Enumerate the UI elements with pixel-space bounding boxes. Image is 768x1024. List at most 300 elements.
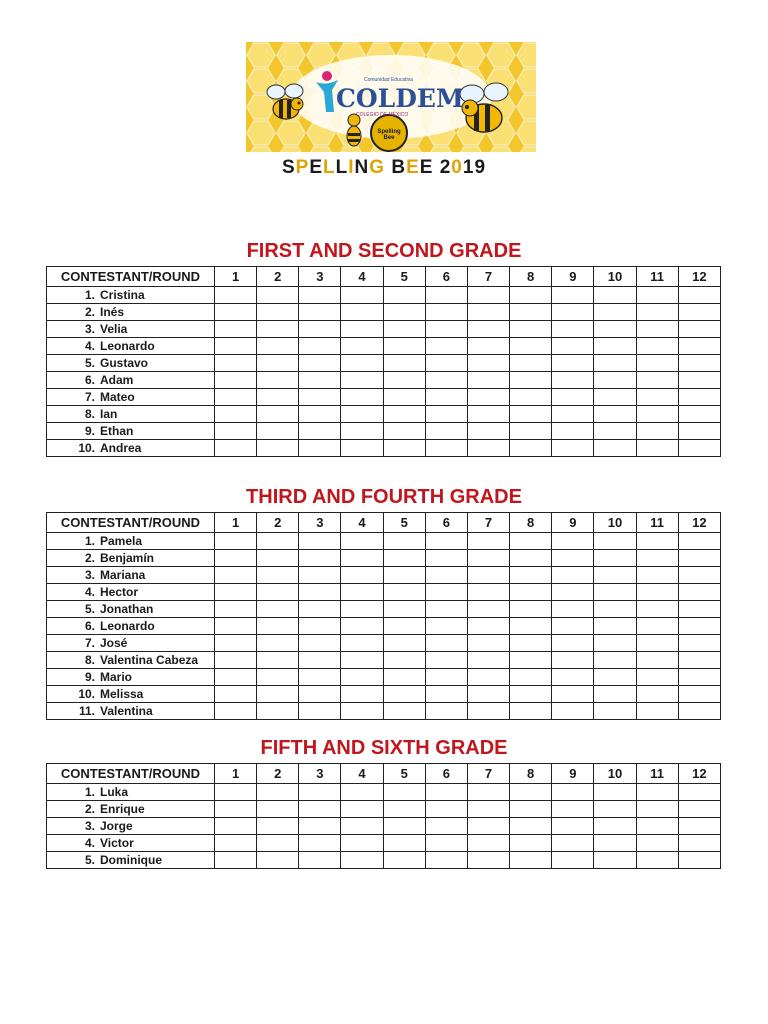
- score-cell[interactable]: [383, 440, 425, 457]
- score-cell[interactable]: [594, 669, 636, 686]
- score-cell[interactable]: [678, 338, 720, 355]
- score-cell[interactable]: [510, 567, 552, 584]
- score-cell[interactable]: [383, 321, 425, 338]
- score-cell[interactable]: [341, 567, 383, 584]
- score-cell[interactable]: [215, 440, 257, 457]
- score-cell[interactable]: [425, 852, 467, 869]
- score-cell[interactable]: [383, 389, 425, 406]
- score-cell[interactable]: [467, 287, 509, 304]
- score-cell[interactable]: [215, 321, 257, 338]
- score-cell[interactable]: [299, 652, 341, 669]
- score-cell[interactable]: [215, 703, 257, 720]
- score-cell[interactable]: [383, 304, 425, 321]
- score-cell[interactable]: [636, 372, 678, 389]
- score-cell[interactable]: [425, 372, 467, 389]
- score-cell[interactable]: [510, 818, 552, 835]
- score-cell[interactable]: [215, 635, 257, 652]
- score-cell[interactable]: [215, 601, 257, 618]
- score-cell[interactable]: [594, 784, 636, 801]
- score-cell[interactable]: [678, 703, 720, 720]
- score-cell[interactable]: [299, 601, 341, 618]
- score-cell[interactable]: [636, 801, 678, 818]
- score-cell[interactable]: [425, 321, 467, 338]
- score-cell[interactable]: [425, 550, 467, 567]
- score-cell[interactable]: [678, 406, 720, 423]
- score-cell[interactable]: [215, 852, 257, 869]
- score-cell[interactable]: [510, 304, 552, 321]
- score-cell[interactable]: [299, 584, 341, 601]
- score-cell[interactable]: [215, 355, 257, 372]
- score-cell[interactable]: [425, 618, 467, 635]
- score-cell[interactable]: [467, 686, 509, 703]
- score-cell[interactable]: [636, 338, 678, 355]
- score-cell[interactable]: [425, 567, 467, 584]
- score-cell[interactable]: [383, 669, 425, 686]
- score-cell[interactable]: [341, 852, 383, 869]
- score-cell[interactable]: [257, 784, 299, 801]
- score-cell[interactable]: [425, 784, 467, 801]
- score-cell[interactable]: [383, 703, 425, 720]
- score-cell[interactable]: [215, 652, 257, 669]
- score-cell[interactable]: [467, 423, 509, 440]
- score-cell[interactable]: [594, 835, 636, 852]
- score-cell[interactable]: [636, 784, 678, 801]
- score-cell[interactable]: [594, 533, 636, 550]
- score-cell[interactable]: [341, 618, 383, 635]
- score-cell[interactable]: [636, 635, 678, 652]
- score-cell[interactable]: [594, 338, 636, 355]
- score-cell[interactable]: [552, 567, 594, 584]
- score-cell[interactable]: [678, 601, 720, 618]
- score-cell[interactable]: [510, 835, 552, 852]
- score-cell[interactable]: [636, 440, 678, 457]
- score-cell[interactable]: [215, 533, 257, 550]
- score-cell[interactable]: [257, 635, 299, 652]
- score-cell[interactable]: [636, 287, 678, 304]
- score-cell[interactable]: [636, 584, 678, 601]
- score-cell[interactable]: [383, 567, 425, 584]
- score-cell[interactable]: [425, 635, 467, 652]
- score-cell[interactable]: [215, 669, 257, 686]
- score-cell[interactable]: [341, 533, 383, 550]
- score-cell[interactable]: [594, 567, 636, 584]
- score-cell[interactable]: [467, 618, 509, 635]
- score-cell[interactable]: [678, 635, 720, 652]
- score-cell[interactable]: [341, 550, 383, 567]
- score-cell[interactable]: [594, 372, 636, 389]
- score-cell[interactable]: [215, 584, 257, 601]
- score-cell[interactable]: [594, 287, 636, 304]
- score-cell[interactable]: [215, 389, 257, 406]
- score-cell[interactable]: [552, 440, 594, 457]
- score-cell[interactable]: [552, 618, 594, 635]
- score-cell[interactable]: [636, 550, 678, 567]
- score-cell[interactable]: [594, 389, 636, 406]
- score-cell[interactable]: [341, 686, 383, 703]
- score-cell[interactable]: [383, 584, 425, 601]
- score-cell[interactable]: [594, 355, 636, 372]
- score-cell[interactable]: [467, 669, 509, 686]
- score-cell[interactable]: [341, 652, 383, 669]
- score-cell[interactable]: [257, 852, 299, 869]
- score-cell[interactable]: [299, 669, 341, 686]
- score-cell[interactable]: [552, 355, 594, 372]
- score-cell[interactable]: [257, 355, 299, 372]
- score-cell[interactable]: [467, 372, 509, 389]
- score-cell[interactable]: [425, 355, 467, 372]
- score-cell[interactable]: [510, 287, 552, 304]
- score-cell[interactable]: [636, 533, 678, 550]
- score-cell[interactable]: [425, 440, 467, 457]
- score-cell[interactable]: [510, 652, 552, 669]
- score-cell[interactable]: [678, 835, 720, 852]
- score-cell[interactable]: [341, 304, 383, 321]
- score-cell[interactable]: [510, 423, 552, 440]
- score-cell[interactable]: [257, 601, 299, 618]
- score-cell[interactable]: [215, 406, 257, 423]
- score-cell[interactable]: [257, 550, 299, 567]
- score-cell[interactable]: [215, 338, 257, 355]
- score-cell[interactable]: [215, 835, 257, 852]
- score-cell[interactable]: [552, 635, 594, 652]
- score-cell[interactable]: [552, 287, 594, 304]
- score-cell[interactable]: [257, 801, 299, 818]
- score-cell[interactable]: [636, 355, 678, 372]
- score-cell[interactable]: [257, 321, 299, 338]
- score-cell[interactable]: [341, 355, 383, 372]
- score-cell[interactable]: [257, 304, 299, 321]
- score-cell[interactable]: [594, 818, 636, 835]
- score-cell[interactable]: [383, 652, 425, 669]
- score-cell[interactable]: [594, 584, 636, 601]
- score-cell[interactable]: [425, 423, 467, 440]
- score-cell[interactable]: [257, 406, 299, 423]
- score-cell[interactable]: [215, 567, 257, 584]
- score-cell[interactable]: [215, 784, 257, 801]
- score-cell[interactable]: [636, 618, 678, 635]
- score-cell[interactable]: [383, 601, 425, 618]
- score-cell[interactable]: [383, 423, 425, 440]
- score-cell[interactable]: [467, 440, 509, 457]
- score-cell[interactable]: [594, 703, 636, 720]
- score-cell[interactable]: [510, 784, 552, 801]
- score-cell[interactable]: [257, 423, 299, 440]
- score-cell[interactable]: [299, 440, 341, 457]
- score-cell[interactable]: [383, 852, 425, 869]
- score-cell[interactable]: [552, 703, 594, 720]
- score-cell[interactable]: [257, 818, 299, 835]
- score-cell[interactable]: [341, 835, 383, 852]
- score-cell[interactable]: [552, 338, 594, 355]
- score-cell[interactable]: [678, 372, 720, 389]
- score-cell[interactable]: [636, 567, 678, 584]
- score-cell[interactable]: [383, 801, 425, 818]
- score-cell[interactable]: [636, 423, 678, 440]
- score-cell[interactable]: [299, 406, 341, 423]
- score-cell[interactable]: [341, 818, 383, 835]
- score-cell[interactable]: [678, 669, 720, 686]
- score-cell[interactable]: [467, 304, 509, 321]
- score-cell[interactable]: [299, 835, 341, 852]
- score-cell[interactable]: [467, 338, 509, 355]
- score-cell[interactable]: [257, 669, 299, 686]
- score-cell[interactable]: [467, 406, 509, 423]
- score-cell[interactable]: [467, 852, 509, 869]
- score-cell[interactable]: [341, 601, 383, 618]
- score-cell[interactable]: [678, 304, 720, 321]
- score-cell[interactable]: [383, 686, 425, 703]
- score-cell[interactable]: [552, 818, 594, 835]
- score-cell[interactable]: [215, 287, 257, 304]
- score-cell[interactable]: [299, 389, 341, 406]
- score-cell[interactable]: [552, 584, 594, 601]
- score-cell[interactable]: [594, 406, 636, 423]
- score-cell[interactable]: [341, 784, 383, 801]
- score-cell[interactable]: [636, 835, 678, 852]
- score-cell[interactable]: [552, 601, 594, 618]
- score-cell[interactable]: [299, 372, 341, 389]
- score-cell[interactable]: [467, 321, 509, 338]
- score-cell[interactable]: [510, 703, 552, 720]
- score-cell[interactable]: [678, 567, 720, 584]
- score-cell[interactable]: [299, 784, 341, 801]
- score-cell[interactable]: [383, 784, 425, 801]
- score-cell[interactable]: [341, 669, 383, 686]
- score-cell[interactable]: [552, 372, 594, 389]
- score-cell[interactable]: [383, 406, 425, 423]
- score-cell[interactable]: [341, 287, 383, 304]
- score-cell[interactable]: [552, 686, 594, 703]
- score-cell[interactable]: [467, 533, 509, 550]
- score-cell[interactable]: [215, 304, 257, 321]
- score-cell[interactable]: [636, 669, 678, 686]
- score-cell[interactable]: [467, 835, 509, 852]
- score-cell[interactable]: [678, 550, 720, 567]
- score-cell[interactable]: [341, 584, 383, 601]
- score-cell[interactable]: [425, 406, 467, 423]
- score-cell[interactable]: [510, 852, 552, 869]
- score-cell[interactable]: [678, 533, 720, 550]
- score-cell[interactable]: [552, 321, 594, 338]
- score-cell[interactable]: [510, 406, 552, 423]
- score-cell[interactable]: [594, 440, 636, 457]
- score-cell[interactable]: [299, 533, 341, 550]
- score-cell[interactable]: [510, 801, 552, 818]
- score-cell[interactable]: [678, 784, 720, 801]
- score-cell[interactable]: [678, 686, 720, 703]
- score-cell[interactable]: [636, 818, 678, 835]
- score-cell[interactable]: [467, 550, 509, 567]
- score-cell[interactable]: [341, 406, 383, 423]
- score-cell[interactable]: [215, 550, 257, 567]
- score-cell[interactable]: [467, 601, 509, 618]
- score-cell[interactable]: [467, 652, 509, 669]
- score-cell[interactable]: [257, 703, 299, 720]
- score-cell[interactable]: [467, 584, 509, 601]
- score-cell[interactable]: [552, 801, 594, 818]
- score-cell[interactable]: [510, 635, 552, 652]
- score-cell[interactable]: [467, 784, 509, 801]
- score-cell[interactable]: [425, 652, 467, 669]
- score-cell[interactable]: [510, 338, 552, 355]
- score-cell[interactable]: [594, 321, 636, 338]
- score-cell[interactable]: [636, 406, 678, 423]
- score-cell[interactable]: [678, 423, 720, 440]
- score-cell[interactable]: [299, 550, 341, 567]
- score-cell[interactable]: [299, 635, 341, 652]
- score-cell[interactable]: [383, 618, 425, 635]
- score-cell[interactable]: [257, 338, 299, 355]
- score-cell[interactable]: [594, 304, 636, 321]
- score-cell[interactable]: [383, 372, 425, 389]
- score-cell[interactable]: [341, 389, 383, 406]
- score-cell[interactable]: [594, 601, 636, 618]
- score-cell[interactable]: [678, 287, 720, 304]
- score-cell[interactable]: [215, 372, 257, 389]
- score-cell[interactable]: [425, 835, 467, 852]
- score-cell[interactable]: [594, 686, 636, 703]
- score-cell[interactable]: [299, 423, 341, 440]
- score-cell[interactable]: [425, 801, 467, 818]
- score-cell[interactable]: [636, 304, 678, 321]
- score-cell[interactable]: [594, 550, 636, 567]
- score-cell[interactable]: [257, 652, 299, 669]
- score-cell[interactable]: [383, 818, 425, 835]
- score-cell[interactable]: [594, 618, 636, 635]
- score-cell[interactable]: [594, 652, 636, 669]
- score-cell[interactable]: [383, 338, 425, 355]
- score-cell[interactable]: [341, 635, 383, 652]
- score-cell[interactable]: [636, 601, 678, 618]
- score-cell[interactable]: [510, 440, 552, 457]
- score-cell[interactable]: [341, 321, 383, 338]
- score-cell[interactable]: [341, 703, 383, 720]
- score-cell[interactable]: [636, 389, 678, 406]
- score-cell[interactable]: [299, 287, 341, 304]
- score-cell[interactable]: [383, 355, 425, 372]
- score-cell[interactable]: [510, 669, 552, 686]
- score-cell[interactable]: [383, 635, 425, 652]
- score-cell[interactable]: [678, 652, 720, 669]
- score-cell[interactable]: [636, 852, 678, 869]
- score-cell[interactable]: [383, 533, 425, 550]
- score-cell[interactable]: [425, 818, 467, 835]
- score-cell[interactable]: [594, 801, 636, 818]
- score-cell[interactable]: [299, 321, 341, 338]
- score-cell[interactable]: [341, 440, 383, 457]
- score-cell[interactable]: [510, 355, 552, 372]
- score-cell[interactable]: [257, 567, 299, 584]
- score-cell[interactable]: [215, 618, 257, 635]
- score-cell[interactable]: [341, 801, 383, 818]
- score-cell[interactable]: [425, 287, 467, 304]
- score-cell[interactable]: [425, 601, 467, 618]
- score-cell[interactable]: [552, 835, 594, 852]
- score-cell[interactable]: [299, 686, 341, 703]
- score-cell[interactable]: [594, 852, 636, 869]
- score-cell[interactable]: [510, 533, 552, 550]
- score-cell[interactable]: [467, 355, 509, 372]
- score-cell[interactable]: [510, 584, 552, 601]
- score-cell[interactable]: [299, 703, 341, 720]
- score-cell[interactable]: [299, 618, 341, 635]
- score-cell[interactable]: [552, 852, 594, 869]
- score-cell[interactable]: [510, 372, 552, 389]
- score-cell[interactable]: [215, 818, 257, 835]
- score-cell[interactable]: [510, 550, 552, 567]
- score-cell[interactable]: [636, 703, 678, 720]
- score-cell[interactable]: [257, 389, 299, 406]
- score-cell[interactable]: [257, 287, 299, 304]
- score-cell[interactable]: [678, 801, 720, 818]
- score-cell[interactable]: [299, 818, 341, 835]
- score-cell[interactable]: [425, 389, 467, 406]
- score-cell[interactable]: [552, 784, 594, 801]
- score-cell[interactable]: [510, 618, 552, 635]
- score-cell[interactable]: [299, 304, 341, 321]
- score-cell[interactable]: [510, 321, 552, 338]
- score-cell[interactable]: [594, 423, 636, 440]
- score-cell[interactable]: [678, 618, 720, 635]
- score-cell[interactable]: [425, 703, 467, 720]
- score-cell[interactable]: [215, 801, 257, 818]
- score-cell[interactable]: [425, 669, 467, 686]
- score-cell[interactable]: [678, 584, 720, 601]
- score-cell[interactable]: [425, 533, 467, 550]
- score-cell[interactable]: [257, 835, 299, 852]
- score-cell[interactable]: [341, 372, 383, 389]
- score-cell[interactable]: [552, 304, 594, 321]
- score-cell[interactable]: [299, 567, 341, 584]
- score-cell[interactable]: [383, 287, 425, 304]
- score-cell[interactable]: [510, 601, 552, 618]
- score-cell[interactable]: [552, 550, 594, 567]
- score-cell[interactable]: [299, 355, 341, 372]
- score-cell[interactable]: [425, 686, 467, 703]
- score-cell[interactable]: [510, 389, 552, 406]
- score-cell[interactable]: [510, 686, 552, 703]
- score-cell[interactable]: [552, 389, 594, 406]
- score-cell[interactable]: [257, 584, 299, 601]
- score-cell[interactable]: [257, 686, 299, 703]
- score-cell[interactable]: [467, 635, 509, 652]
- score-cell[interactable]: [467, 389, 509, 406]
- score-cell[interactable]: [678, 818, 720, 835]
- score-cell[interactable]: [552, 669, 594, 686]
- score-cell[interactable]: [594, 635, 636, 652]
- score-cell[interactable]: [257, 440, 299, 457]
- score-cell[interactable]: [636, 686, 678, 703]
- score-cell[interactable]: [467, 818, 509, 835]
- score-cell[interactable]: [467, 801, 509, 818]
- score-cell[interactable]: [383, 550, 425, 567]
- score-cell[interactable]: [678, 440, 720, 457]
- score-cell[interactable]: [341, 423, 383, 440]
- score-cell[interactable]: [467, 567, 509, 584]
- score-cell[interactable]: [215, 423, 257, 440]
- score-cell[interactable]: [299, 338, 341, 355]
- score-cell[interactable]: [678, 321, 720, 338]
- score-cell[interactable]: [425, 584, 467, 601]
- score-cell[interactable]: [678, 852, 720, 869]
- score-cell[interactable]: [257, 533, 299, 550]
- score-cell[interactable]: [678, 355, 720, 372]
- score-cell[interactable]: [467, 703, 509, 720]
- score-cell[interactable]: [636, 652, 678, 669]
- score-cell[interactable]: [678, 389, 720, 406]
- score-cell[interactable]: [341, 338, 383, 355]
- score-cell[interactable]: [636, 321, 678, 338]
